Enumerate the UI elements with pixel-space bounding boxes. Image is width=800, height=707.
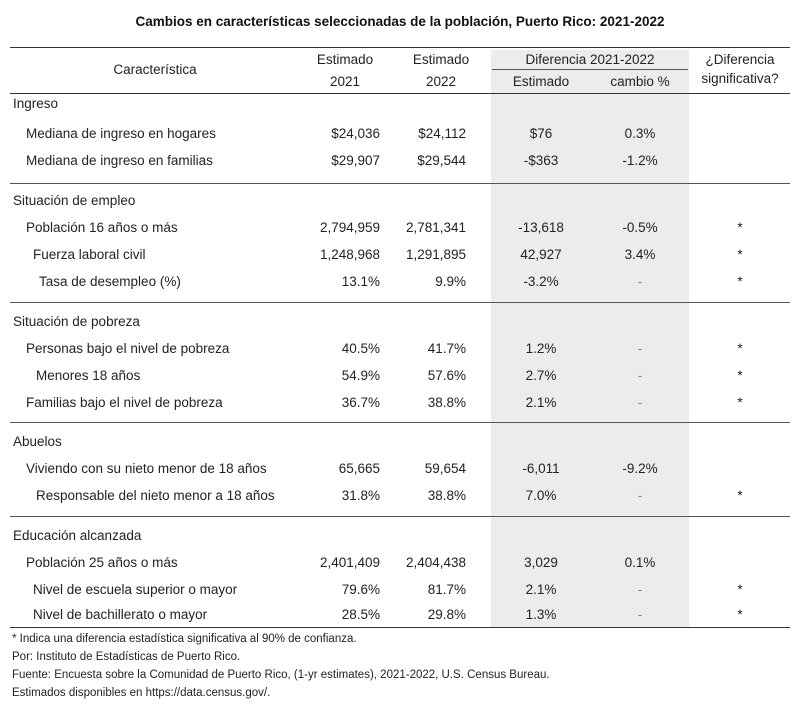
row-label: Tasa de desempleo (%) [39,274,181,289]
cell-dif: 3,029 [524,555,558,570]
cell-sig: * [737,395,743,410]
cell-sig: * [737,607,743,622]
cell-dif: 1.3% [525,607,557,622]
section-heading: Situación de empleo [13,193,136,208]
cell-sig: * [737,220,743,235]
row-label: Población 16 años o más [26,220,178,235]
row-label: Población 25 años o más [26,555,178,570]
cell-est2021: 13.1% [341,274,380,289]
footnote-significance: * Indica una diferencia estadística significativa al 90% de confianza. [12,633,357,645]
cell-est2021: $24,036 [331,126,380,141]
cell-pct: - [637,395,643,410]
footnote-author: Por: Instituto de Estadísticas de Puerto Rico. [12,651,241,663]
cell-dif: 2.1% [525,395,557,410]
cell-est2022: $24,112 [418,126,466,141]
table-bottom-rule [10,627,790,628]
cell-est2021: 40.5% [341,341,380,356]
cell-pct: - [637,582,643,597]
row-label: Viviendo con su nieto menor de 18 años [26,461,267,476]
header-est2022-line1: Estimado [412,52,470,67]
cell-est2022: 29.8% [427,607,466,622]
cell-est2021: 2,401,409 [319,555,380,570]
cell-pct: - [637,368,643,383]
cell-est2022: 1,291,895 [405,247,466,262]
header-diferencia: Diferencia 2021-2022 [525,52,655,67]
header-significativa-line1: ¿Diferencia [705,52,775,67]
section-rule [10,302,790,303]
cell-est2021: 2,794,959 [319,220,380,235]
cell-est2022: 9.9% [435,274,466,289]
row-label: Responsable del nieto menor a 18 años [36,488,275,503]
row-label: Nivel de bachillerato o mayor [33,607,208,622]
row-label: Nivel de escuela superior o mayor [33,582,238,597]
cell-est2021: 1,248,968 [319,247,380,262]
cell-est2021: 28.5% [341,607,380,622]
header-est2022-line2: 2022 [425,74,457,89]
cell-pct: 0.1% [624,555,656,570]
header-caracteristica: Característica [113,62,197,77]
header-est2021-line2: 2021 [329,74,361,89]
cell-dif: $76 [529,126,553,141]
row-label: Personas bajo el nivel de pobreza [26,341,230,356]
cell-sig: * [737,582,743,597]
cell-est2021: 65,665 [338,461,380,476]
cell-pct: - [637,341,643,356]
section-rule [10,422,790,423]
cell-est2022: 38.8% [427,488,466,503]
cell-dif: 7.0% [525,488,557,503]
cell-dif: -13,618 [518,220,564,235]
cell-sig: * [737,488,743,503]
cell-dif: -3.2% [523,274,559,289]
cell-dif: 2.7% [525,368,557,383]
row-label: Mediana de ingreso en familias [26,153,213,168]
cell-pct: 3.4% [624,247,656,262]
cell-sig: * [737,341,743,356]
section-heading: Situación de pobreza [13,314,140,329]
cell-dif: 1.2% [525,341,557,356]
section-heading: Abuelos [13,434,62,449]
footnote-source: Fuente: Encuesta sobre la Comunidad de Puerto Rico, (1-yr estimates), 2021-2022, U.S. Census Bureau. [12,669,550,681]
cell-dif: -$363 [523,153,559,168]
cell-est2022: 38.8% [427,395,466,410]
row-label: Familias bajo el nivel de pobreza [26,395,223,410]
row-label: Menores 18 años [36,368,141,383]
cell-dif: 2.1% [525,582,557,597]
cell-est2021: 79.6% [341,582,380,597]
cell-est2021: $29,907 [331,153,380,168]
cell-dif: -6,011 [522,461,560,476]
header-dif-cambio: cambio % [610,74,670,89]
section-rule [10,183,790,184]
cell-est2022: 2,404,438 [405,555,466,570]
header-est2021-line1: Estimado [316,52,374,67]
cell-sig: * [737,247,743,262]
cell-pct: 0.3% [624,126,656,141]
cell-est2022: 59,654 [424,461,466,476]
cell-sig: * [737,368,743,383]
cell-est2021: 31.8% [341,488,380,503]
section-rule [10,516,790,517]
row-label: Mediana de ingreso en hogares [26,126,216,141]
footnote-availability: Estimados disponibles en https://data.census.gov/. [12,687,271,699]
cell-pct: -1.2% [622,153,658,168]
header-bottom-rule [10,93,790,94]
cell-est2021: 36.7% [341,395,380,410]
top-rule [10,47,790,48]
table-title: Cambios en características seleccionadas de la población, Puerto Rico: 2021-2022 [135,14,665,29]
difference-header-rule [492,69,688,70]
cell-dif: 42,927 [520,247,562,262]
row-label: Fuerza laboral civil [33,247,146,262]
cell-est2021: 54.9% [341,368,380,383]
header-dif-estimado: Estimado [512,74,570,89]
section-heading: Ingreso [13,96,59,111]
cell-pct: - [637,607,643,622]
cell-est2022: 57.6% [427,368,466,383]
header-significativa-line2: significativa? [701,71,779,86]
cell-pct: -0.5% [622,220,658,235]
cell-pct: - [637,488,643,503]
cell-est2022: 2,781,341 [405,220,466,235]
cell-est2022: 81.7% [427,582,466,597]
section-heading: Educación alcanzada [13,528,142,543]
cell-pct: -9.2% [622,461,658,476]
cell-est2022: $29,544 [417,153,466,168]
cell-sig: * [737,274,743,289]
cell-est2022: 41.7% [427,341,466,356]
cell-pct: - [637,274,643,289]
